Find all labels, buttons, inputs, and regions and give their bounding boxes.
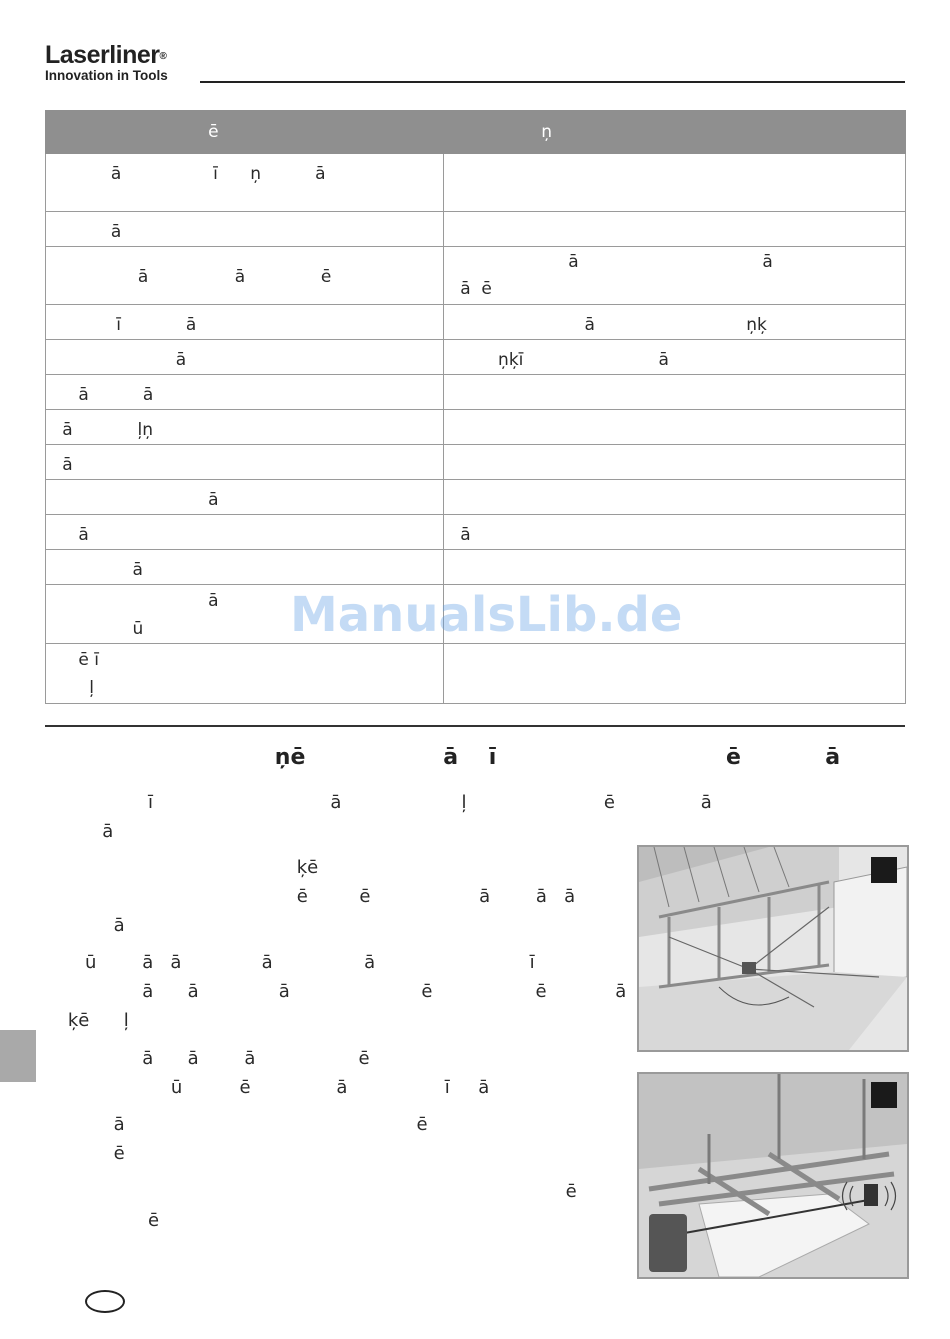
table-cell-parameter: ā (46, 550, 444, 585)
ceiling-grid-drawing (639, 1074, 907, 1277)
brand-logo (45, 42, 168, 83)
table-row (46, 515, 906, 550)
paragraph-4: ā ē ē (113, 1114, 428, 1164)
chapter-side-tab (0, 1030, 36, 1082)
table-cell-value (444, 445, 906, 480)
table-cell-value: ā ā ā ē (444, 247, 906, 305)
table-cell-parameter: ā (46, 445, 444, 480)
table-cell-parameter: ā ū (46, 585, 444, 644)
manualslib-watermark: ManualsLib.de (290, 587, 683, 643)
figure-2-number-badge (871, 1082, 897, 1108)
table-row (46, 212, 906, 247)
table-cell-value (444, 480, 906, 515)
table-cell-value (444, 375, 906, 410)
frame-laser-drawing (639, 847, 907, 1050)
table-cell-parameter: ā ī ņ ā (46, 154, 444, 212)
table-row (46, 154, 906, 212)
table-row (46, 480, 906, 515)
paragraph-intro: ī ā ļ ē ā ā (102, 792, 712, 842)
table-cell-value (444, 212, 906, 247)
figure-1-illustration (637, 845, 909, 1052)
section-divider (45, 725, 905, 727)
table-row (46, 550, 906, 585)
figure-2-illustration (637, 1072, 909, 1279)
registered-mark: ® (159, 51, 167, 62)
table-cell-parameter: ā ļņ (46, 410, 444, 445)
table-cell-parameter: ā (46, 212, 444, 247)
table-cell-parameter: ā ā (46, 375, 444, 410)
table-cell-value: ņķī ā (444, 340, 906, 375)
table-row (46, 340, 906, 375)
table-cell-parameter: ā (46, 480, 444, 515)
table-cell-parameter: ā (46, 515, 444, 550)
brand-name: Laserliner (45, 41, 160, 69)
paragraph-1: ķē ē ē ā ā ā ā (113, 857, 576, 936)
table-cell-value (444, 154, 906, 212)
paragraph-5: ē ē (147, 1181, 577, 1231)
table-cell-value (444, 410, 906, 445)
table-cell-parameter: ā (46, 340, 444, 375)
table-cell-value: ā (444, 515, 906, 550)
paragraph-3: ā ā ā ē ū ē ā ī ā (142, 1048, 490, 1098)
table-cell-parameter: ā ā ē (46, 247, 444, 305)
header-rule (200, 81, 905, 83)
brand-tagline: Innovation in Tools (45, 68, 168, 83)
paragraph-2: ū ā ā ā ā ī ā ā ā ē ē ā ķē ļ (67, 952, 627, 1031)
table-cell-value (444, 550, 906, 585)
table-cell-parameter: ē ī ļ (46, 644, 444, 704)
table-row (46, 375, 906, 410)
table-header-row (46, 111, 906, 154)
section-title: ņē ā ī ē ā (45, 745, 841, 770)
table-row (46, 445, 906, 480)
language-indicator-oval (85, 1290, 125, 1313)
table-cell-parameter: ī ā (46, 305, 444, 340)
table-row (46, 410, 906, 445)
table-header-parameter: ē (46, 111, 444, 154)
table-row (46, 247, 906, 305)
table-header-value: ņ (444, 111, 906, 154)
table-cell-value: ā ņķ (444, 305, 906, 340)
table-row (46, 644, 906, 704)
table-cell-value (444, 644, 906, 704)
table-row (46, 305, 906, 340)
figure-1-number-badge (871, 857, 897, 883)
